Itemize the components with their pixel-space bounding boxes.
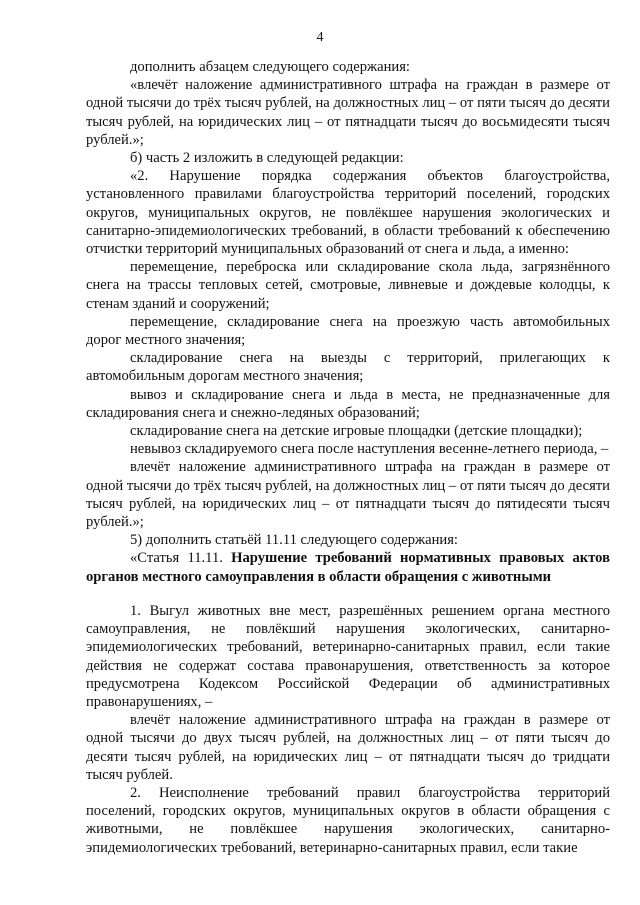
paragraph: перемещение, складирование снега на проезжую часть автомобильных дорог местного значения; — [86, 313, 610, 349]
paragraph: влечёт наложение административного штрафа на граждан в размере от одной тысячи до двух тысяч рублей, на должностных лиц – от пяти тысяч до десяти тысяч рублей, на юридических лиц – от пятнадцати тысяч до тридцати тысяч рублей. — [86, 712, 610, 783]
paragraph: складирование снега на детские игровые площадки (детские площадки); — [130, 423, 583, 440]
article-prefix: «Статья 11.11. — [130, 550, 232, 567]
paragraph: вывоз и складирование снега и льда в места, не предназначенные для складирования снега и снежно-ледяных образований; — [86, 386, 610, 421]
paragraph: «влечёт наложение административного штрафа на граждан в размере от одной тысячи до трёх тысяч рублей, на должностных лиц – от пяти тысяч до десяти тысяч рублей, на юридических лиц – от пятнадцати тысяч до восьмидесяти тысяч рублей.»; — [86, 77, 610, 148]
paragraph: 2. Неисполнение требований правил благоустройства территорий поселений, городских округов, муниципальных округов в области обращения с животными, не повлёкшее нарушения экологических, санитарно-эпидемиологических требований, ветеринарно-санитарных правил, если такие — [86, 784, 610, 856]
paragraph: складирование снега на выезды с территорий, прилегающих к автомобильным дорогам местного значения; — [86, 350, 610, 385]
paragraph: перемещение, переброска или складирование скола льда, загрязнённого снега на трассы тепловых сетей, смотровые, ливневые и дождевые колодцы, к стенам зданий и сооружений; — [86, 259, 610, 312]
document-body — [86, 58, 610, 857]
spacer — [86, 586, 610, 602]
paragraph: дополнить абзацем следующего содержания: — [130, 59, 410, 75]
page-number: 4 — [316, 30, 324, 45]
paragraph: 1. Выгул животных вне мест, разрешённых решением органа местного самоуправления, не повлёкший нарушения экологических, санитарно-эпидемиологических требований, ветеринарно-санитарных правил, если такие действия не содержат состава правонарушения, ответственность за которое предусмотрена Кодексом Российской Федерации об административных правонарушениях, – — [86, 602, 610, 710]
paragraph: «2. Нарушение порядка содержания объектов благоустройства, установленного правилами благоустройства территорий поселений, городских округов, муниципальных округов, не повлёкшее нарушения экологических и санитарно-эпидемиологических требований, в области требований к обеспечению отчистки территорий муниципальных образований от снега и льда, а именно: — [86, 168, 610, 258]
paragraph: б) часть 2 изложить в следующей редакции: — [130, 150, 404, 167]
article-heading — [86, 549, 610, 585]
paragraph: невывоз складируемого снега после наступления весенне-летнего периода, – — [130, 441, 609, 458]
paragraph: влечёт наложение административного штрафа на граждан в размере от одной тысячи до трёх тысяч рублей, на должностных лиц – от пяти тысяч до десяти тысяч рублей, на юридических лиц – от пятнадцати тысяч до пятидесяти тысяч рублей.»; — [86, 459, 610, 531]
paragraph: 5) дополнить статьёй 11.11 следующего содержания: — [130, 532, 458, 549]
article-title: Нарушение требований нормативных правовых актов органов местного самоуправления в области обращения с животными — [86, 550, 610, 585]
